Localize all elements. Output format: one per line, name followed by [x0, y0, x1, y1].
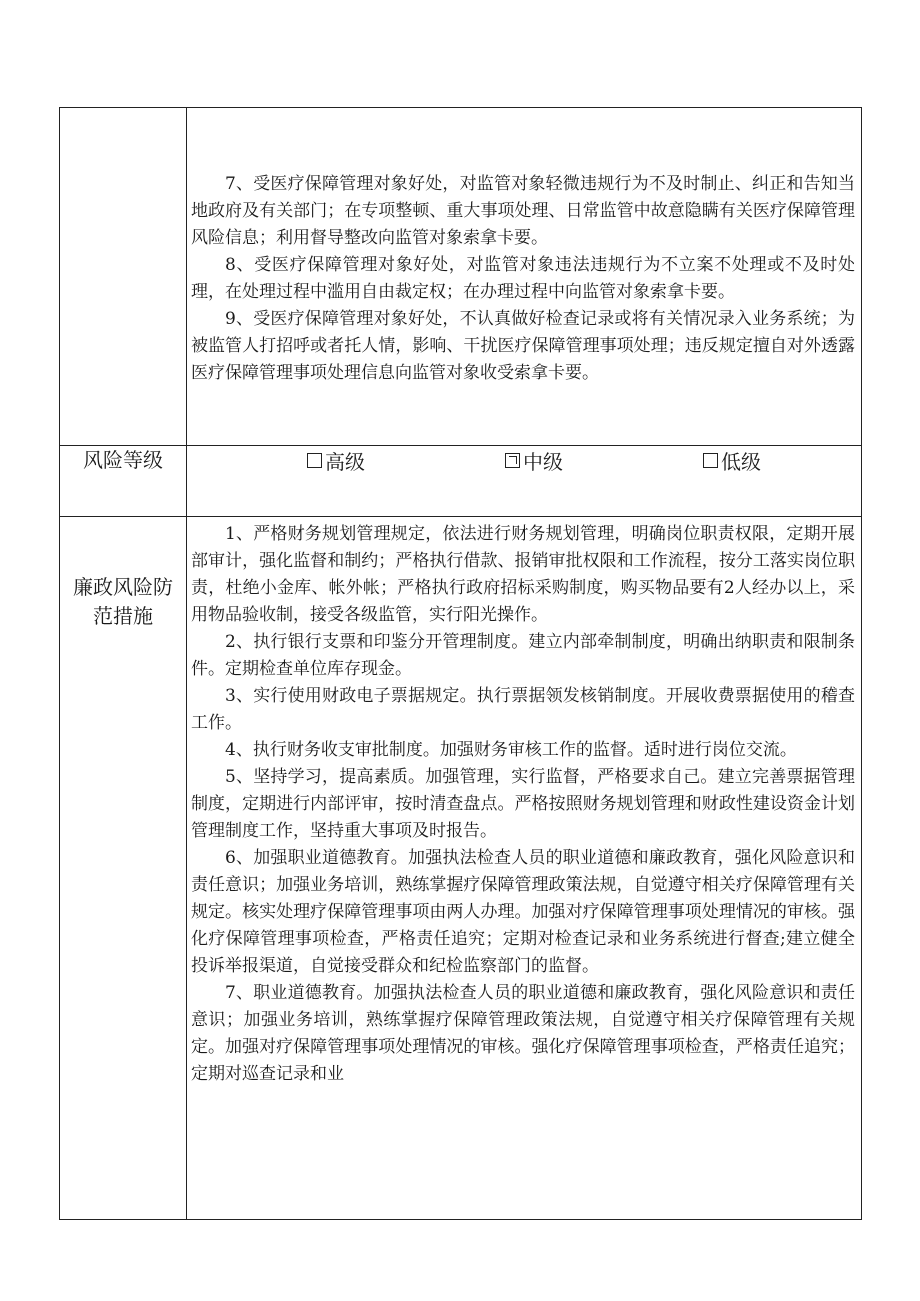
risk-level-low[interactable]	[703, 446, 761, 475]
risk-level-medium[interactable]	[505, 446, 563, 475]
checkbox-low[interactable]	[703, 453, 718, 468]
risk-points-content	[187, 108, 861, 387]
risk-level-high[interactable]	[307, 446, 365, 475]
risk-points-cell	[187, 108, 862, 446]
risk-table	[59, 107, 862, 1220]
measures-label-cell	[60, 517, 187, 1220]
risk-level-label-cell	[60, 446, 187, 517]
measure-item: 2、执行银行支票和印鉴分开管理制度。建立内部牵制制度，明确出纳职责和限制条件。定期检查单位库存现金。	[191, 632, 855, 679]
risk-level-row	[60, 446, 862, 517]
measures-content	[187, 517, 861, 1088]
measure-item: 6、加强职业道德教育。加强执法检查人员的职业道德和廉政教育，强化风险意识和责任意识；加强业务培训，熟练掌握疗保障管理政策法规，自觉遵守相关疗保障管理有关规定。核实处理疗保障管理事项由两人办理。加强对疗保障管理事项处理情况的审核。强化疗保障管理事项检查，严格责任追究；定期对检查记录和业务系统进行督查;建立健全投诉举报渠道，自觉接受群众和纪检监察部门的监督。	[191, 848, 855, 976]
risk-level-low-label: 低级	[721, 450, 761, 474]
measures-label: 廉政风险防范措施	[73, 575, 173, 628]
checkbox-high[interactable]	[307, 453, 322, 468]
measure-item: 3、实行使用财政电子票据规定。执行票据领发核销制度。开展收费票据使用的稽查工作。	[191, 686, 855, 733]
measure-item: 7、职业道德教育。加强执法检查人员的职业道德和廉政教育，强化风险意识和责任意识；加强业务培训，熟练掌握疗保障管理政策法规，自觉遵守相关疗保障管理有关规定。加强对疗保障管理事项处理情况的审核。强化疗保障管理事项检查，严格责任追究；定期对巡查记录和业	[191, 983, 855, 1084]
risk-point-item: 9、受医疗保障管理对象好处，不认真做好检查记录或将有关情况录入业务系统；为被监管人打招呼或者托人情，影响、干扰医疗保障管理事项处理；违反规定擅自对外透露医疗保障管理事项处理信息向监管对象收受索拿卡要。	[191, 309, 855, 383]
risk-level-high-label: 高级	[325, 450, 365, 474]
measures-row	[60, 517, 862, 1220]
risk-level-options-cell	[187, 446, 862, 517]
measure-item: 1、严格财务规划管理规定，依法进行财务规划管理，明确岗位职责权限，定期开展部审计，强化监督和制约；严格执行借款、报销审批权限和工作流程，按分工落实岗位职责，杜绝小金库、帐外帐；严格执行政府招标采购制度，购买物品要有2人经办以上，采用物品验收制，接受各级监管，实行阳光操作。	[191, 524, 855, 625]
risk-point-item: 7、受医疗保障管理对象好处，对监管对象轻微违规行为不及时制止、纠正和告知当地政府及有关部门；在专项整顿、重大事项处理、日常监管中故意隐瞒有关医疗保障管理风险信息；利用督导整改向监管对象索拿卡要。	[191, 174, 855, 248]
risk-point-item: 8、受医疗保障管理对象好处，对监管对象违法违规行为不立案不处理或不及时处理，在处理过程中滥用自由裁定权；在办理过程中向监管对象索拿卡要。	[191, 255, 855, 302]
measure-item: 4、执行财务收支审批制度。加强财务审核工作的监督。适时进行岗位交流。	[225, 740, 797, 760]
measure-item: 5、坚持学习，提高素质。加强管理，实行监督，严格要求自己。建立完善票据管理制度，定期进行内部评审，按时清查盘点。严格按照财务规划管理和财政性建设资金计划管理制度工作，坚持重大事项及时报告。	[191, 767, 855, 841]
measures-cell	[187, 517, 862, 1220]
checkbox-medium-checked[interactable]	[505, 453, 520, 468]
risk-level-label: 风险等级	[83, 448, 163, 472]
risk-level-options	[187, 446, 861, 475]
risk-points-row	[60, 108, 862, 446]
risk-points-label-cell	[60, 108, 187, 446]
risk-level-medium-label: 中级	[523, 450, 563, 474]
